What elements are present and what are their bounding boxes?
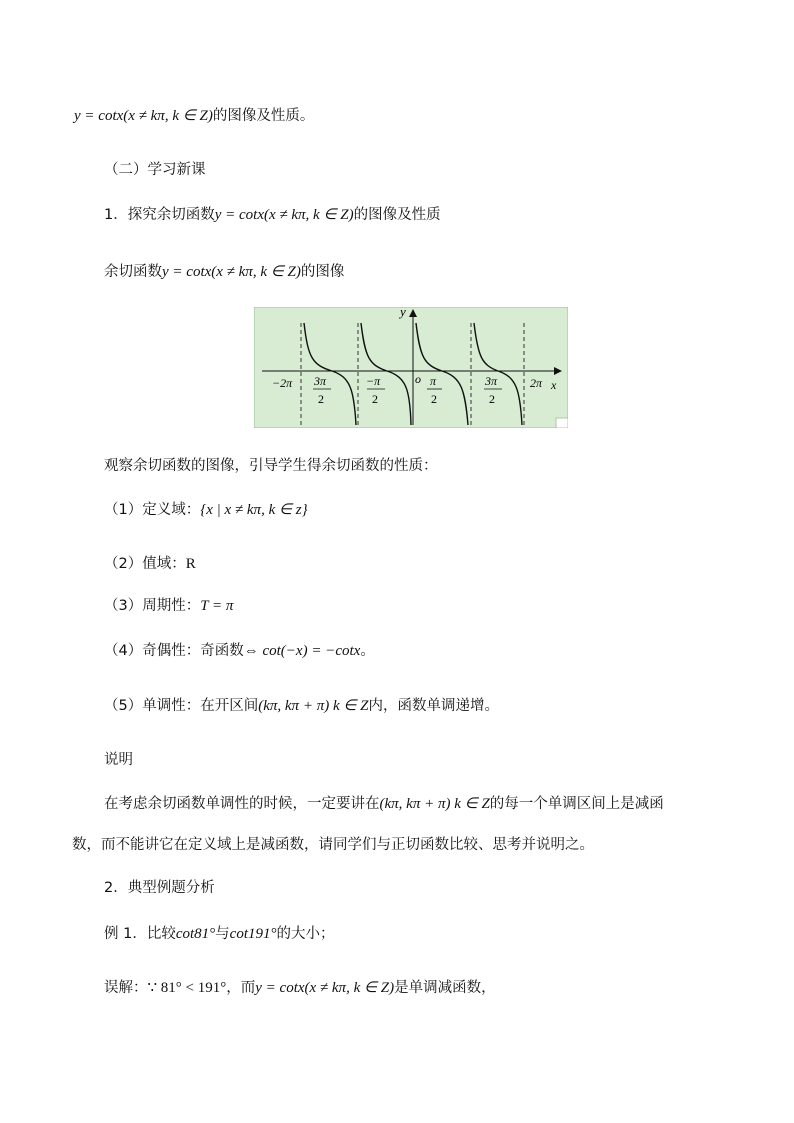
section-examples: 2．典型例题分析 — [104, 880, 215, 896]
tick-label: 2 — [372, 392, 378, 406]
property-period-formula: T = π — [200, 598, 234, 614]
note-line-1-formula: (kπ, kπ + π) k ∈ Z — [379, 796, 490, 812]
tick-label: −π — [366, 374, 381, 388]
example-1-suffix: 的大小； — [276, 926, 335, 942]
intro-formula: y = cotx(x ≠ kπ, k ∈ Z) — [74, 108, 213, 124]
intro-text: 的图像及性质。 — [212, 108, 315, 124]
item-1-suffix: 的图像及性质 — [353, 207, 441, 223]
example-1-a: cot81° — [175, 926, 216, 942]
example-1 — [104, 924, 335, 944]
section-new-lesson: （二）学习新课 — [104, 162, 206, 178]
item-1-formula: y = cotx(x ≠ kπ, k ∈ Z) — [214, 207, 354, 223]
property-monotonic-formula: (kπ, kπ + π) k ∈ Z — [258, 698, 369, 714]
resize-handle — [556, 418, 568, 428]
property-parity-formula: ⇔ cot(−x) = −cotx — [243, 643, 361, 659]
note-line-1-b: 的每一个单调区间上是减函 — [489, 796, 664, 812]
graph-caption-prefix: 余切函数 — [104, 264, 162, 280]
tick-label: 3π — [314, 374, 327, 388]
wrong-formula: y = cotx(x ≠ kπ, k ∈ Z) — [255, 980, 395, 996]
item-1-heading — [104, 205, 441, 225]
wrong-solution — [104, 978, 496, 998]
property-domain-label: （1）定义域： — [104, 502, 201, 518]
property-range-value: R — [185, 556, 196, 572]
property-parity-end: 。 — [360, 643, 375, 659]
observe-text: 观察余切函数的图像，引导学生得余切函数的性质： — [104, 458, 438, 474]
property-parity — [104, 641, 375, 661]
property-period-label: （3）周期性： — [104, 598, 201, 614]
note-line-1-a: 在考虑余切函数单调性的时候，一定要讲在 — [104, 796, 380, 812]
x-axis-label: x — [551, 378, 557, 392]
graph-caption — [104, 262, 344, 282]
tick-label: 2 — [318, 392, 324, 406]
tick-label: 2π — [530, 376, 543, 390]
property-monotonic — [104, 696, 499, 716]
tick-label: π — [430, 374, 437, 388]
property-domain — [104, 500, 308, 520]
graph-caption-suffix: 的图像 — [300, 264, 345, 280]
property-range-label: （2）值域： — [104, 556, 186, 572]
property-monotonic-suffix: 内，函数单调递增。 — [368, 698, 500, 714]
tick-label: 2 — [431, 392, 437, 406]
item-1-prefix: 1．探究余切函数 — [104, 207, 215, 223]
note-line-1 — [104, 794, 664, 814]
note-title: 说明 — [104, 752, 133, 768]
note-line-2: 数，而不能讲它在定义域上是减函数，请同学们与正切函数比较、思考并说明之。 — [72, 837, 594, 853]
property-range — [104, 554, 196, 574]
origin-label: o — [415, 372, 421, 386]
wrong-mid: ，而 — [226, 980, 256, 996]
intro-line — [74, 106, 314, 126]
wrong-suffix: 是单调减函数， — [394, 980, 496, 996]
property-parity-label: （4）奇偶性：奇函数 — [104, 643, 244, 659]
wrong-because: ∵ 81° < 191° — [147, 980, 227, 996]
property-monotonic-label: （5）单调性：在开区间 — [104, 698, 259, 714]
property-period — [104, 596, 233, 616]
property-domain-formula: {x | x ≠ kπ, k ∈ z} — [200, 502, 308, 518]
tick-label: 2 — [489, 392, 495, 406]
graph-caption-formula: y = cotx(x ≠ kπ, k ∈ Z) — [162, 264, 301, 280]
cot-graph — [254, 307, 568, 428]
example-1-prefix: 例 1．比较 — [104, 926, 176, 942]
tick-label: 3π — [485, 374, 498, 388]
example-1-mid: 与 — [215, 926, 230, 942]
tick-label: −2π — [272, 376, 293, 390]
example-1-b: cot191° — [229, 926, 277, 942]
y-axis-label: y — [400, 307, 406, 319]
wrong-label: 误解： — [104, 980, 148, 996]
